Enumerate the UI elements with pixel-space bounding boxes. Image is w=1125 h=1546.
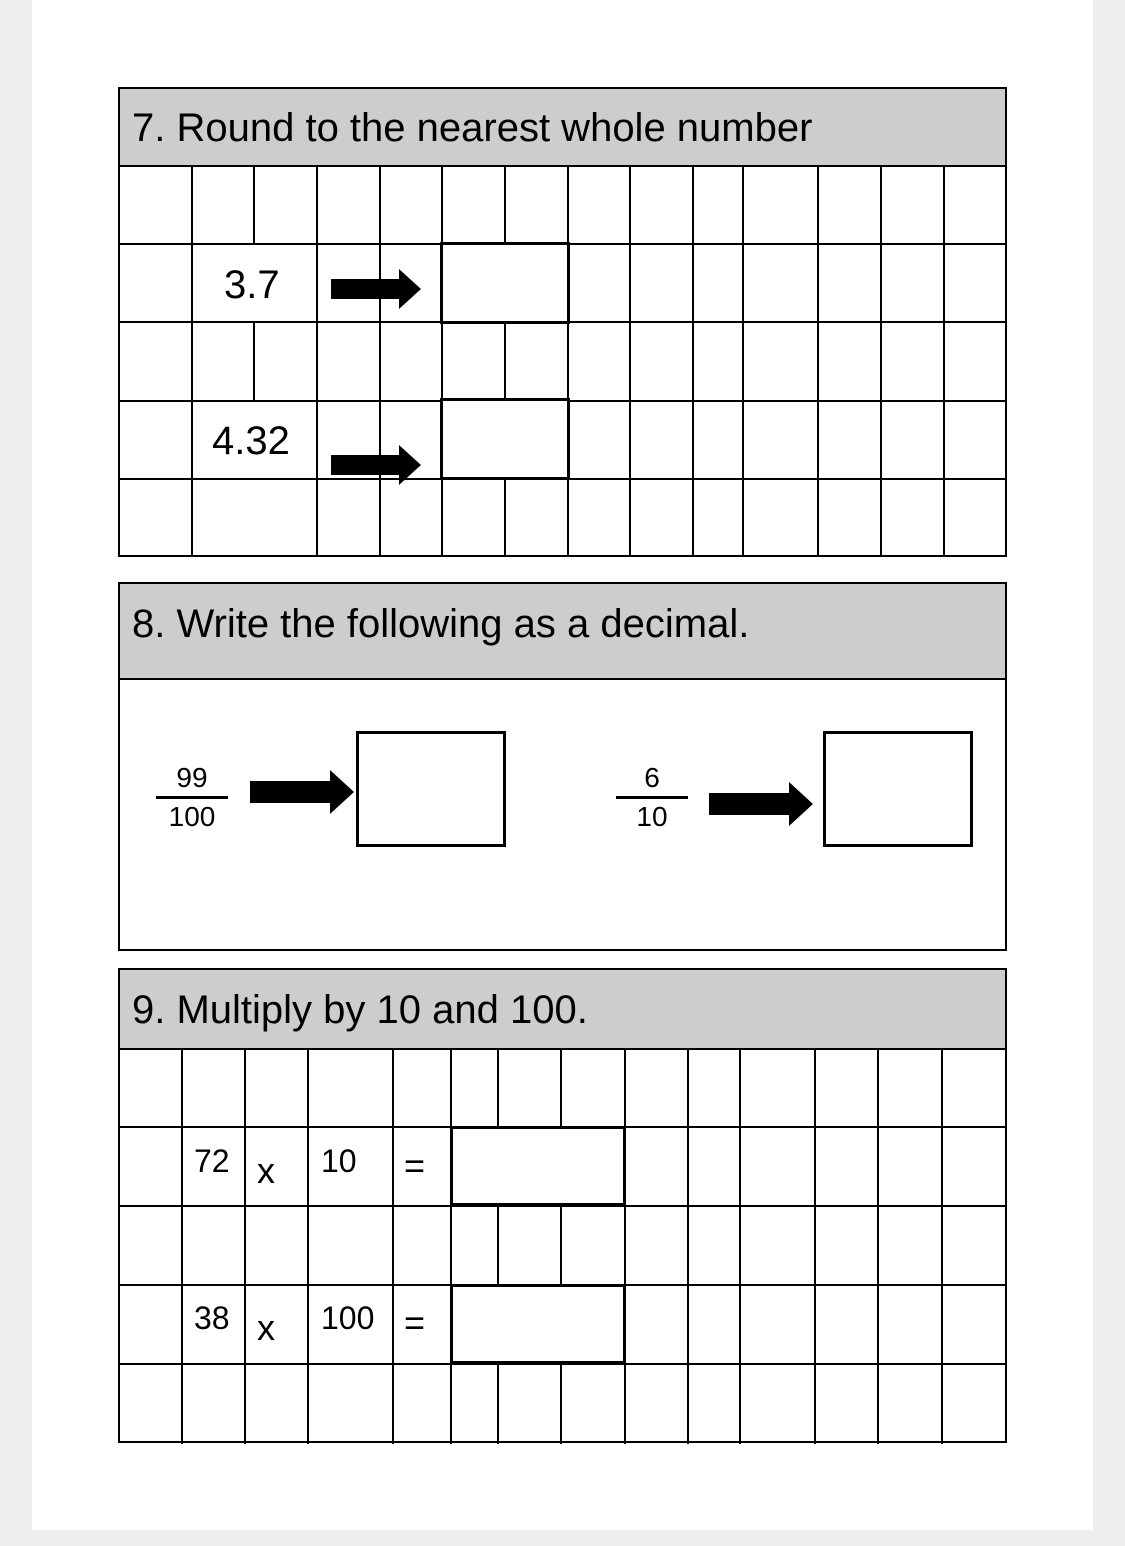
fraction-1-denominator: 100 — [168, 801, 216, 832]
question-9-header — [118, 968, 1007, 1050]
question-8-section — [118, 582, 1007, 951]
round-value-1: 3.7 — [224, 263, 280, 307]
round-value-2: 4.32 — [212, 419, 290, 463]
arrow-right-icon — [250, 770, 356, 814]
question-7-section — [118, 87, 1007, 558]
multiply-sign-2: x — [257, 1307, 275, 1348]
multiply-operand-a-2: 38 — [194, 1300, 230, 1336]
multiply-answer-box-2[interactable] — [450, 1284, 626, 1364]
multiply-sign-1: x — [257, 1150, 275, 1191]
fraction-2-denominator: 10 — [636, 801, 668, 832]
multiply-answer-box-1[interactable] — [450, 1126, 626, 1206]
multiply-operand-b-2: 100 — [321, 1300, 375, 1336]
question-9-section — [118, 968, 1007, 1444]
arrow-right-icon — [331, 445, 423, 485]
arrow-right-icon — [331, 269, 423, 309]
round-answer-box-2[interactable] — [440, 398, 570, 480]
multiply-operand-a-1: 72 — [194, 1143, 230, 1179]
question-9-title: 9. Multiply by 10 and 100. — [132, 988, 588, 1032]
question-8-title: 8. Write the following as a decimal. — [132, 602, 750, 646]
question-7-title: 7. Round to the nearest whole number — [132, 106, 813, 150]
question-7-grid — [118, 165, 1007, 557]
fraction-2-numerator: 6 — [644, 762, 660, 793]
round-answer-box-1[interactable] — [440, 242, 570, 324]
fraction-1-numerator: 99 — [176, 762, 208, 793]
arrow-right-icon — [709, 782, 815, 826]
decimal-answer-box-2[interactable] — [823, 731, 973, 847]
equals-sign-2: = — [404, 1302, 426, 1343]
question-8-header — [118, 582, 1007, 680]
fraction-1 — [156, 764, 228, 831]
equals-sign-1: = — [404, 1145, 426, 1186]
question-7-header — [118, 87, 1007, 167]
fraction-2 — [616, 764, 688, 831]
question-9-grid — [118, 1048, 1007, 1444]
decimal-answer-box-1[interactable] — [356, 731, 506, 847]
multiply-operand-b-1: 10 — [321, 1143, 357, 1179]
